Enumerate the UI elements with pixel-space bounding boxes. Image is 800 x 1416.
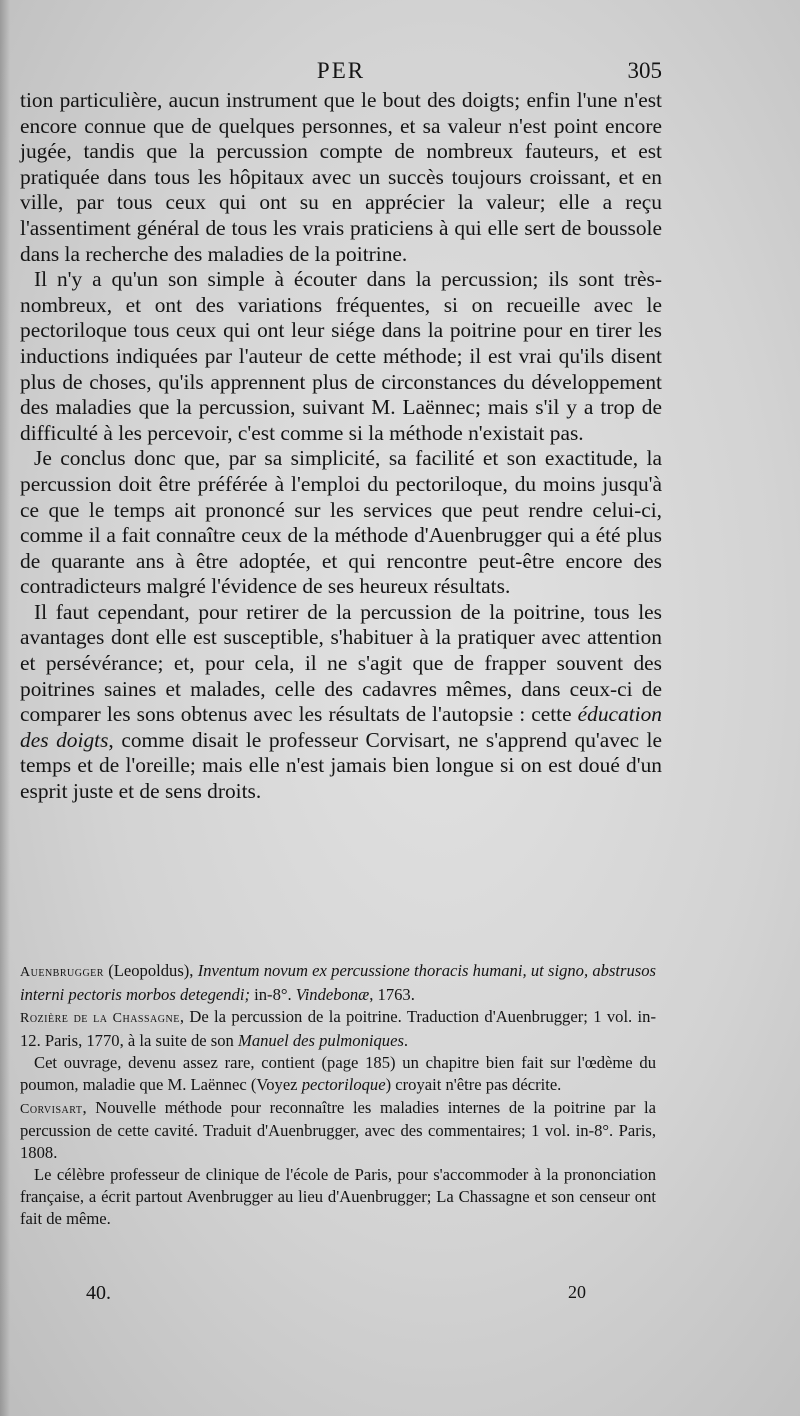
paragraph-4-start: Il faut cependant, pour retirer de la percussion de la poitrine, tous les avantages dont elle est susceptible, s'habituer à la pratiquer avec attention et persévérance; et, pour cela, il ne s'agit que de frapper souvent des poitrines saines et malades, celle des cadavres mêmes, dans ceux-ci de comparer les sons obtenus avec les résultats de l'autopsie : cette <box>20 599 662 727</box>
note-ouvrage-end: ) croyait n'être pas décrite. <box>385 1074 562 1094</box>
gathering-number: 20 <box>568 1282 586 1302</box>
note-roziere-end: . <box>403 1030 409 1050</box>
note-corvisart-author: Corvisart <box>20 1101 83 1117</box>
note-corvisart <box>20 1097 656 1164</box>
note-auenbrugger-year: , 1763. <box>369 984 415 1004</box>
page-header <box>20 56 662 92</box>
note-ouvrage <box>20 1052 656 1095</box>
paragraph-1: tion particulière, aucun instrument que le bout des doigts; enfin l'une n'est encore connue que de quelques personnes, et sa valeur n'est point encore jugée, tandis que la percussion compte de nombreux fauteurs, et est pratiquée dans tous les hôpitaux avec un succès toujours croissant, et en ville, par tous ceux qui ont su en apprécier la valeur; elle a reçu l'assentiment général de tous les vrais praticiens à qui elle sert de boussole dans la recherche des maladies de la poitrine. <box>20 88 662 266</box>
note-corvisart-text: , Nouvelle méthode pour reconnaître les maladies internes de la poitrine par la percussion de cette cavité. Traduit d'Auenbrugger, avec des commentaires; 1 vol. in-8°. Paris, 1808. <box>20 1097 656 1162</box>
note-auenbrugger <box>20 960 656 1005</box>
signature-mark: 40. <box>86 1282 111 1304</box>
note-roziere-title: Manuel des pulmoniques <box>238 1030 404 1050</box>
page-footer <box>86 1282 586 1312</box>
note-celebre: Le célèbre professeur de clinique de l'école de Paris, pour s'accommoder à la prononciation française, a écrit partout Avenbrugger au lieu d'Auenbrugger; La Chassagne et son censeur ont fait de même. <box>20 1165 656 1228</box>
main-text <box>20 88 662 805</box>
note-ouvrage-italic: pectoriloque <box>301 1074 386 1094</box>
paragraph-4 <box>20 600 662 805</box>
note-ouvrage-text: Cet ouvrage, devenu assez rare, contient (page 185) un chapitre bien fait sur l'œdème du poumon, maladie que M. Laënnec (Voyez <box>20 1053 656 1094</box>
paragraph-2: Il n'y a qu'un son simple à écouter dans la percussion; ils sont très-nombreux, et ont des variations fréquentes, si on recueille avec le pectoriloque tous ceux qui ont leur siége dans la poitrine pour en tirer les inductions indiquées par l'auteur de cette méthode; il est vrai qu'ils disent plus de choses, qu'ils apprennent plus de circonstances du développement des maladies que la percussion, suivant M. Laënnec; mais s'il y a trop de difficulté à les percevoir, c'est comme si la méthode n'existait pas. <box>20 267 662 445</box>
paragraph-4-italic: éducation des doigts <box>20 702 662 752</box>
note-roziere-author: Rozière de la Chassagne <box>20 1011 180 1027</box>
page-number: 305 <box>627 58 662 83</box>
paragraph-3: Je conclus donc que, par sa simplicité, sa facilité et son exactitude, la percussion doit être préférée à l'emploi du pectoriloque, du moins jusqu'à ce que le temps ait prononcé sur les services que peut rendre celui-ci, comme il a fait connaître ceux de la méthode d'Auenbrugger qui a été plus de quarante ans à être adoptée, et qui rencontre peut-être encore des contradicteurs malgré l'évidence de ses heureux résultats. <box>20 446 662 599</box>
note-auenbrugger-format: in-8°. <box>249 984 296 1004</box>
note-roziere-text: , De la percussion de la poitrine. Traduction d'Auenbrugger; 1 vol. in-12. Paris, 1770, à la suite de son <box>20 1007 656 1050</box>
note-auenbrugger-author: Auenbrugger <box>20 965 104 980</box>
bibliographic-notes <box>20 960 656 1230</box>
paragraph-4-end: , comme disait le professeur Corvisart, ne s'apprend qu'avec le temps et de l'oreille; mais elle n'est jamais bien longue si on est doué d'un esprit juste et de sens droits. <box>20 727 662 804</box>
running-head: PER <box>316 58 366 83</box>
note-auenbrugger-place: Vindebonæ <box>295 984 370 1004</box>
note-auenbrugger-title: Inventum novum ex percussione thoracis humani, ut signo, abstrusos interni pectoris morbos detegendi; <box>20 961 656 1004</box>
note-auenbrugger-name: (Leopoldus), <box>103 961 198 980</box>
binding-shadow <box>0 0 10 1416</box>
note-roziere <box>20 1006 656 1051</box>
